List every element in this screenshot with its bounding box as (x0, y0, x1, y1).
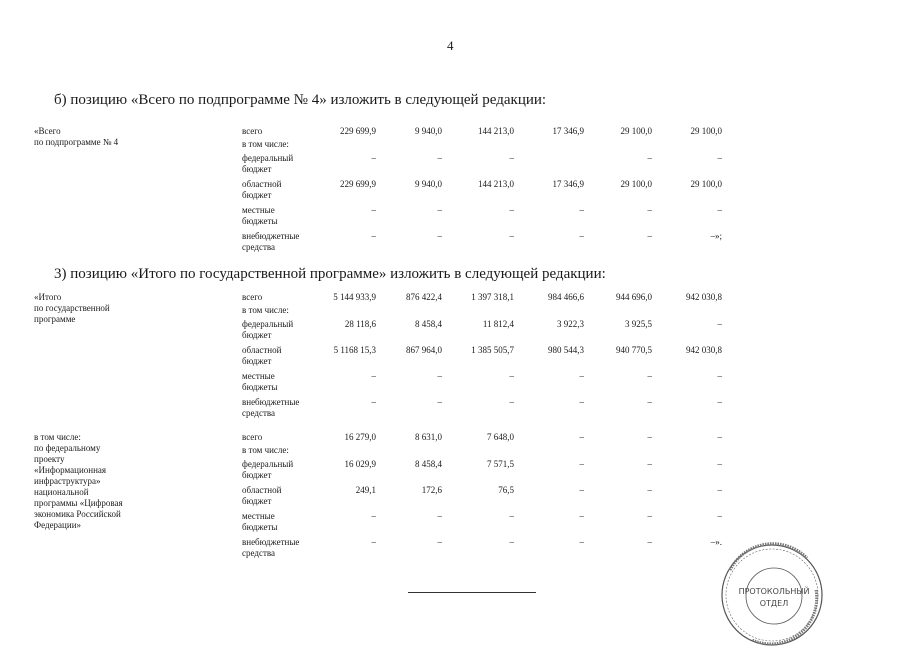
empty-cell: – (509, 153, 514, 163)
stamp-text-line1: ПРОТОКОЛЬНЫЙ (738, 587, 810, 596)
value-cell: 5 1168 15,3 (333, 345, 376, 355)
section-label: «Всего по подпрограмме № 4 (34, 126, 119, 147)
empty-cell: –»; (710, 231, 722, 241)
value-cell: 942 030,8 (686, 345, 722, 355)
value-cell: 29 100,0 (690, 179, 722, 189)
row-label: в том числе: (242, 445, 289, 455)
empty-cell: – (371, 371, 376, 381)
empty-cell: – (437, 371, 442, 381)
value-cell: 16 029,9 (344, 459, 376, 469)
empty-cell: – (509, 205, 514, 215)
empty-cell: – (579, 485, 584, 495)
empty-cell: – (717, 397, 722, 407)
row-label: областной бюджет (242, 485, 282, 506)
value-cell: 17 346,9 (552, 126, 584, 136)
empty-cell: – (579, 537, 584, 547)
value-cell: 3 925,5 (625, 319, 652, 329)
empty-cell: – (509, 397, 514, 407)
section-label: в том числе: по федеральному проекту «Информационная инфраструктура» национальной программы «Цифровая экономика Российской Федерации» (34, 432, 123, 530)
empty-cell: – (647, 432, 652, 442)
empty-cell: – (579, 371, 584, 381)
empty-cell: – (509, 511, 514, 521)
stamp-seal-icon (712, 540, 832, 650)
value-cell: 867 964,0 (406, 345, 442, 355)
empty-cell: – (509, 231, 514, 241)
empty-cell: – (717, 319, 722, 329)
empty-cell: – (717, 459, 722, 469)
empty-cell: – (717, 371, 722, 381)
row-label: областной бюджет (242, 345, 282, 366)
empty-cell: – (437, 397, 442, 407)
row-label: местные бюджеты (242, 511, 278, 532)
stamp-text-line2: ОТДЕЛ (759, 599, 789, 608)
value-cell: 8 458,4 (415, 459, 442, 469)
empty-cell: – (371, 397, 376, 407)
value-cell: 944 696,0 (616, 292, 652, 302)
row-label: внебюджетные средства (242, 231, 300, 252)
empty-cell: – (579, 511, 584, 521)
row-label: федеральный бюджет (242, 319, 294, 340)
empty-cell: – (647, 459, 652, 469)
value-cell: 249,1 (355, 485, 376, 495)
value-cell: 8 458,4 (415, 319, 442, 329)
empty-cell: – (647, 397, 652, 407)
value-cell: 16 279,0 (344, 432, 376, 442)
value-cell: 17 346,9 (552, 179, 584, 189)
empty-cell: – (509, 371, 514, 381)
value-cell: 11 812,4 (482, 319, 514, 329)
section-label: «Итого по государственной программе (34, 292, 110, 324)
value-cell: 980 544,3 (548, 345, 584, 355)
value-cell: 7 571,5 (487, 459, 514, 469)
value-cell: 29 100,0 (620, 126, 652, 136)
empty-cell: – (647, 231, 652, 241)
empty-cell: – (371, 511, 376, 521)
empty-cell: – (647, 371, 652, 381)
row-label: всего (242, 432, 263, 442)
row-label: внебюджетные средства (242, 397, 300, 418)
empty-cell: – (647, 537, 652, 547)
empty-cell: – (647, 511, 652, 521)
empty-cell: – (647, 485, 652, 495)
empty-cell: – (647, 153, 652, 163)
empty-cell: – (579, 432, 584, 442)
value-cell: 28 118,6 (344, 319, 376, 329)
empty-cell: – (371, 537, 376, 547)
value-cell: 9 940,0 (415, 126, 442, 136)
value-cell: 3 922,3 (557, 319, 584, 329)
empty-cell: – (437, 537, 442, 547)
empty-cell: – (579, 459, 584, 469)
empty-cell: – (509, 537, 514, 547)
empty-cell: –». (710, 537, 722, 547)
row-label: в том числе: (242, 305, 289, 315)
empty-cell: – (371, 231, 376, 241)
empty-cell: – (717, 485, 722, 495)
empty-cell: – (717, 153, 722, 163)
section-3-heading: 3) позицию «Итого по государственной программе» изложить в следующей редакции: (54, 266, 606, 282)
value-cell: 144 213,0 (478, 179, 514, 189)
value-cell: 1 385 505,7 (471, 345, 514, 355)
empty-cell: – (717, 511, 722, 521)
row-label: внебюджетные средства (242, 537, 300, 558)
row-label: всего (242, 292, 263, 302)
value-cell: 29 100,0 (620, 179, 652, 189)
empty-cell: – (579, 205, 584, 215)
empty-cell: – (579, 397, 584, 407)
value-cell: 7 648,0 (487, 432, 514, 442)
value-cell: 229 699,9 (340, 126, 376, 136)
separator-line (408, 592, 536, 593)
empty-cell: – (437, 231, 442, 241)
row-label: местные бюджеты (242, 205, 278, 226)
value-cell: 229 699,9 (340, 179, 376, 189)
value-cell: 942 030,8 (686, 292, 722, 302)
value-cell: 5 144 933,9 (333, 292, 376, 302)
empty-cell: – (437, 205, 442, 215)
value-cell: 8 631,0 (415, 432, 442, 442)
empty-cell: – (579, 231, 584, 241)
value-cell: 9 940,0 (415, 179, 442, 189)
value-cell: 1 397 318,1 (471, 292, 514, 302)
row-label: в том числе: (242, 139, 289, 149)
section-b-heading: б) позицию «Всего по подпрограмме № 4» изложить в следующей редакции: (54, 92, 547, 108)
empty-cell: – (717, 432, 722, 442)
row-label: местные бюджеты (242, 371, 278, 392)
value-cell: 29 100,0 (690, 126, 722, 136)
empty-cell: – (371, 153, 376, 163)
empty-cell: – (647, 205, 652, 215)
row-label: федеральный бюджет (242, 459, 294, 480)
value-cell: 876 422,4 (406, 292, 442, 302)
empty-cell: – (717, 205, 722, 215)
page-number: 4 (447, 38, 454, 53)
empty-cell: – (437, 511, 442, 521)
value-cell: 144 213,0 (478, 126, 514, 136)
value-cell: 984 466,6 (548, 292, 584, 302)
row-label: федеральный бюджет (242, 153, 294, 174)
empty-cell: – (437, 153, 442, 163)
value-cell: 940 770,5 (616, 345, 652, 355)
row-label: областной бюджет (242, 179, 282, 200)
row-label: всего (242, 126, 263, 136)
value-cell: 76,5 (498, 485, 514, 495)
value-cell: 172,6 (421, 485, 442, 495)
empty-cell: – (371, 205, 376, 215)
